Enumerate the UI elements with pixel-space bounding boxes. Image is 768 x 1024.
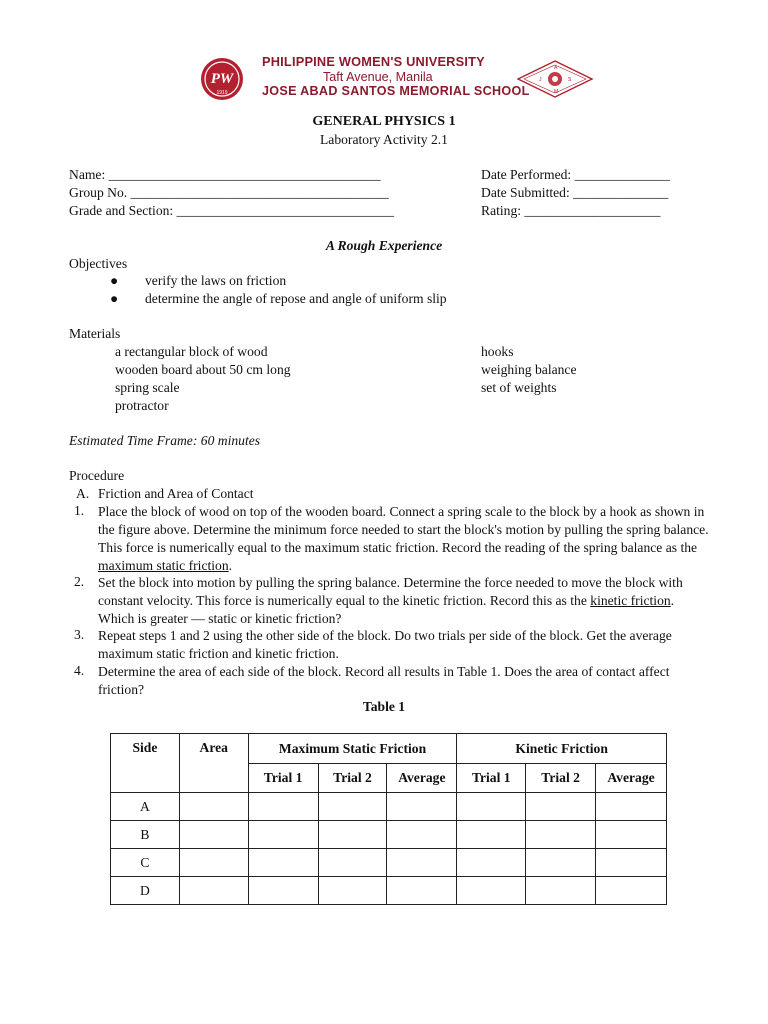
- table-cell[interactable]: [318, 849, 387, 877]
- jasms-seal-logo: [516, 59, 594, 99]
- rating-field[interactable]: Rating: ____________________: [481, 203, 661, 218]
- table-cell[interactable]: [318, 793, 387, 821]
- school-address: Taft Avenue, Manila: [323, 70, 433, 84]
- table-cell[interactable]: [457, 849, 526, 877]
- material-item: set of weights: [481, 380, 557, 395]
- side-label: B: [111, 821, 180, 849]
- table-cell[interactable]: [318, 821, 387, 849]
- table-cell[interactable]: [596, 793, 667, 821]
- time-frame: Estimated Time Frame: 60 minutes: [69, 433, 261, 448]
- procedure-step-2: Set the block into motion by pulling the spring balance. Determine the force needed to move the block with constant velocity. This force is numerically equal to the kinetic friction. Record this as the kinetic friction. Which is greater — static or kinetic friction?: [98, 575, 683, 626]
- table-cell[interactable]: [457, 793, 526, 821]
- table-cell[interactable]: [526, 793, 596, 821]
- table-cell[interactable]: [179, 793, 248, 821]
- svg-text:S: S: [568, 77, 572, 83]
- header-average: Average: [596, 764, 667, 793]
- school-name: PHILIPPINE WOMEN'S UNIVERSITY: [262, 54, 485, 69]
- table-cell[interactable]: [387, 821, 457, 849]
- date-submitted-field[interactable]: Date Submitted: ______________: [481, 185, 669, 200]
- objective-item: determine the angle of repose and angle of uniform slip: [145, 291, 447, 306]
- header-kinetic: Kinetic Friction: [457, 734, 667, 764]
- school-subname: JOSE ABAD SANTOS MEMORIAL SCHOOL: [262, 84, 530, 98]
- name-field[interactable]: Name: ________________________________________: [69, 167, 381, 182]
- date-performed-field[interactable]: Date Performed: ______________: [481, 167, 670, 182]
- step-number: 4.: [74, 663, 85, 678]
- step-number: 3.: [74, 627, 85, 642]
- header-trial-2: Trial 2: [318, 764, 387, 793]
- table-cell[interactable]: [526, 821, 596, 849]
- table-cell[interactable]: [248, 849, 318, 877]
- procedure-heading: Procedure: [69, 468, 125, 483]
- objective-item: verify the laws on friction: [145, 273, 287, 288]
- procedure-step-4: Determine the area of each side of the block. Record all results in Table 1. Does the area of contact affect friction?: [98, 664, 670, 697]
- grade-section-field[interactable]: Grade and Section: ________________________________: [69, 203, 395, 218]
- header-max-static: Maximum Static Friction: [248, 734, 457, 764]
- material-item: a rectangular block of wood: [115, 344, 268, 359]
- page-subtitle: Laboratory Activity 2.1: [320, 132, 448, 147]
- table-cell[interactable]: [179, 821, 248, 849]
- table-cell[interactable]: [596, 849, 667, 877]
- procedure-step-3: Repeat steps 1 and 2 using the other side of the block. Do two trials per side of the block. Get the average maximum static friction and kinetic friction.: [98, 628, 672, 661]
- table-cell[interactable]: [596, 877, 667, 905]
- table-caption: Table 1: [362, 699, 406, 714]
- header-average: Average: [387, 764, 457, 793]
- material-item: wooden board about 50 cm long: [115, 362, 291, 377]
- material-item: weighing balance: [481, 362, 577, 377]
- table-row: [111, 821, 667, 849]
- table-cell[interactable]: [179, 849, 248, 877]
- step-number: 2.: [74, 574, 85, 589]
- bullet-icon: ●: [110, 273, 119, 288]
- side-label: D: [111, 877, 180, 905]
- svg-text:M: M: [554, 89, 559, 95]
- header-trial-1: Trial 1: [457, 764, 526, 793]
- table-row: [111, 877, 667, 905]
- table-cell[interactable]: [457, 821, 526, 849]
- activity-title: A Rough Experience: [325, 238, 443, 253]
- bullet-icon: ●: [110, 291, 119, 306]
- section-title: Friction and Area of Contact: [98, 486, 254, 501]
- table-cell[interactable]: [526, 877, 596, 905]
- table-cell[interactable]: [526, 849, 596, 877]
- svg-text:PW: PW: [210, 71, 234, 87]
- table-cell[interactable]: [387, 849, 457, 877]
- table-cell[interactable]: [387, 877, 457, 905]
- header-trial-1: Trial 1: [248, 764, 318, 793]
- table-row: [111, 793, 667, 821]
- table-row: [111, 849, 667, 877]
- group-field[interactable]: Group No. ______________________________________: [69, 185, 389, 200]
- page-title: GENERAL PHYSICS 1: [312, 114, 456, 129]
- table-cell[interactable]: [248, 821, 318, 849]
- header-area: Area: [179, 734, 248, 793]
- table-cell[interactable]: [387, 793, 457, 821]
- side-label: A: [111, 793, 180, 821]
- material-item: hooks: [481, 344, 514, 359]
- svg-text:1919: 1919: [216, 90, 228, 96]
- procedure-step-1: Place the block of wood on top of the wooden board. Connect a spring scale to the block by a hook as shown in the figure above. Determine the minimum force needed to start the block's motion by pulling the spring balance. This force is numerically equal to the maximum static friction. Record the reading of the spring balance as the maximum static friction.: [98, 504, 709, 573]
- materials-heading: Materials: [69, 326, 121, 341]
- table-cell[interactable]: [248, 877, 318, 905]
- material-item: spring scale: [115, 380, 180, 395]
- side-label: C: [111, 849, 180, 877]
- pwu-seal-logo: [200, 57, 244, 101]
- material-item: protractor: [115, 398, 169, 413]
- objectives-heading: Objectives: [69, 256, 128, 271]
- table-cell[interactable]: [248, 793, 318, 821]
- svg-text:A: A: [554, 65, 558, 71]
- header-trial-2: Trial 2: [526, 764, 596, 793]
- friction-table: [110, 733, 667, 905]
- table-cell[interactable]: [457, 877, 526, 905]
- table-cell[interactable]: [318, 877, 387, 905]
- svg-text:J: J: [539, 77, 542, 83]
- header-side: Side: [111, 734, 180, 793]
- table-cell[interactable]: [596, 821, 667, 849]
- step-number: 1.: [74, 503, 85, 518]
- table-cell[interactable]: [179, 877, 248, 905]
- section-marker: A.: [76, 486, 90, 501]
